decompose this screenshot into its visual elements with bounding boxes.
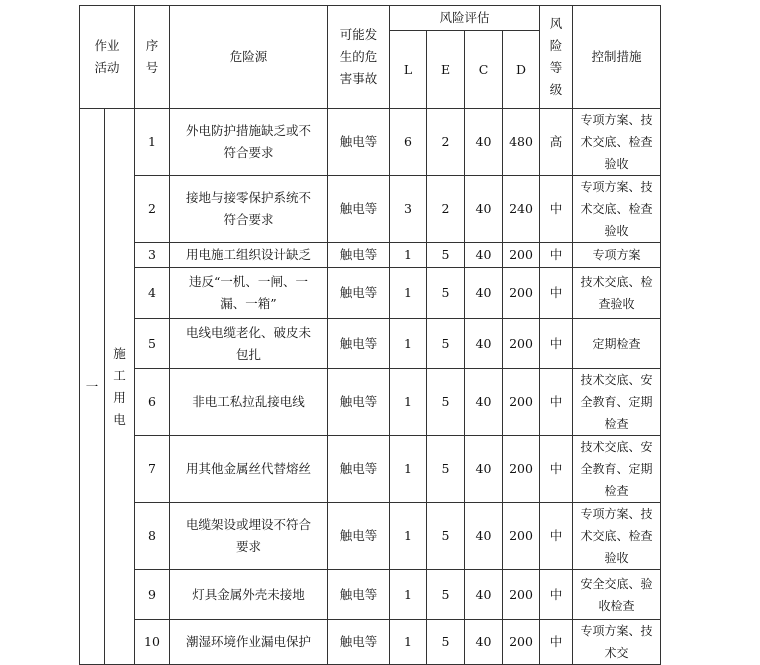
cell-c: 40 [465,243,503,268]
cell-e: 5 [427,268,465,319]
cell-seq: 7 [135,436,170,503]
cell-accident: 触电等 [328,436,390,503]
cell-accident: 触电等 [328,268,390,319]
cell-hazard: 非电工私拉乱接电线 [170,369,328,436]
cell-control: 技术交底、检查验收 [573,268,661,319]
header-seq: 序号 [135,6,170,109]
cell-e: 2 [427,109,465,176]
cell-hazard: 电缆架设或埋设不符合要求 [170,503,328,570]
group-number: 一 [80,109,105,665]
cell-accident: 触电等 [328,243,390,268]
cell-c: 40 [465,319,503,369]
cell-d: 200 [503,319,540,369]
cell-control: 专项方案、技术交底、检查验收 [573,503,661,570]
cell-hazard: 用电施工组织设计缺乏 [170,243,328,268]
cell-accident: 触电等 [328,319,390,369]
cell-l: 1 [390,319,427,369]
risk-table [79,5,661,665]
cell-accident: 触电等 [328,503,390,570]
cell-l: 1 [390,570,427,620]
cell-control: 技术交底、安全教育、定期检查 [573,436,661,503]
cell-e: 5 [427,436,465,503]
header-hazard: 危险源 [170,6,328,109]
cell-level: 中 [540,436,573,503]
cell-l: 1 [390,243,427,268]
cell-seq: 6 [135,369,170,436]
cell-hazard: 外电防护措施缺乏或不符合要求 [170,109,328,176]
cell-seq: 1 [135,109,170,176]
cell-control: 专项方案、技术交底、检查验收 [573,176,661,243]
cell-d: 240 [503,176,540,243]
cell-c: 40 [465,268,503,319]
cell-control: 专项方案 [573,243,661,268]
cell-seq: 3 [135,243,170,268]
cell-level: 中 [540,503,573,570]
cell-accident: 触电等 [328,369,390,436]
cell-seq: 9 [135,570,170,620]
cell-d: 480 [503,109,540,176]
cell-level: 高 [540,109,573,176]
cell-d: 200 [503,268,540,319]
cell-l: 1 [390,620,427,665]
cell-level: 中 [540,570,573,620]
cell-e: 2 [427,176,465,243]
cell-level: 中 [540,243,573,268]
header-col-e: E [427,31,465,109]
cell-c: 40 [465,109,503,176]
cell-e: 5 [427,243,465,268]
group-name-text: 施 工 用 电 [113,345,126,427]
header-col-d: D [503,31,540,109]
cell-d: 200 [503,243,540,268]
cell-d: 200 [503,436,540,503]
cell-control: 专项方案、技术交 [573,620,661,665]
cell-hazard: 违反“一机、一闸、一漏、一箱” [170,268,328,319]
header-activity: 作业活动 [80,6,135,109]
cell-seq: 8 [135,503,170,570]
cell-accident: 触电等 [328,176,390,243]
cell-e: 5 [427,503,465,570]
cell-c: 40 [465,176,503,243]
cell-level: 中 [540,268,573,319]
cell-level: 中 [540,369,573,436]
cell-hazard: 灯具金属外壳未接地 [170,570,328,620]
cell-d: 200 [503,570,540,620]
cell-e: 5 [427,319,465,369]
cell-c: 40 [465,369,503,436]
cell-l: 6 [390,109,427,176]
cell-level: 中 [540,620,573,665]
cell-d: 200 [503,620,540,665]
cell-e: 5 [427,369,465,436]
cell-level: 中 [540,176,573,243]
cell-hazard: 用其他金属丝代替熔丝 [170,436,328,503]
cell-e: 5 [427,620,465,665]
cell-control: 安全交底、验收检查 [573,570,661,620]
cell-d: 200 [503,503,540,570]
cell-control: 定期检查 [573,319,661,369]
cell-hazard: 潮湿环境作业漏电保护 [170,620,328,665]
cell-seq: 2 [135,176,170,243]
cell-c: 40 [465,436,503,503]
header-possible-accident: 可能发生的危害事故 [328,6,390,109]
header-control: 控制措施 [573,6,661,109]
cell-level: 中 [540,319,573,369]
cell-accident: 触电等 [328,109,390,176]
cell-seq: 10 [135,620,170,665]
header-risk-level: 风险等级 [540,6,573,109]
cell-l: 3 [390,176,427,243]
cell-l: 1 [390,503,427,570]
cell-hazard: 接地与接零保护系统不符合要求 [170,176,328,243]
cell-d: 200 [503,369,540,436]
cell-accident: 触电等 [328,570,390,620]
cell-hazard: 电线电缆老化、破皮未包扎 [170,319,328,369]
header-col-l: L [390,31,427,109]
cell-l: 1 [390,268,427,319]
group-name [105,109,135,665]
cell-c: 40 [465,570,503,620]
header-col-c: C [465,31,503,109]
header-risk-assessment: 风险评估 [390,6,540,31]
cell-control: 专项方案、技术交底、检查验收 [573,109,661,176]
cell-c: 40 [465,620,503,665]
cell-l: 1 [390,369,427,436]
cell-c: 40 [465,503,503,570]
cell-e: 5 [427,570,465,620]
cell-seq: 4 [135,268,170,319]
cell-accident: 触电等 [328,620,390,665]
cell-control: 技术交底、安全教育、定期检查 [573,369,661,436]
cell-seq: 5 [135,319,170,369]
cell-l: 1 [390,436,427,503]
